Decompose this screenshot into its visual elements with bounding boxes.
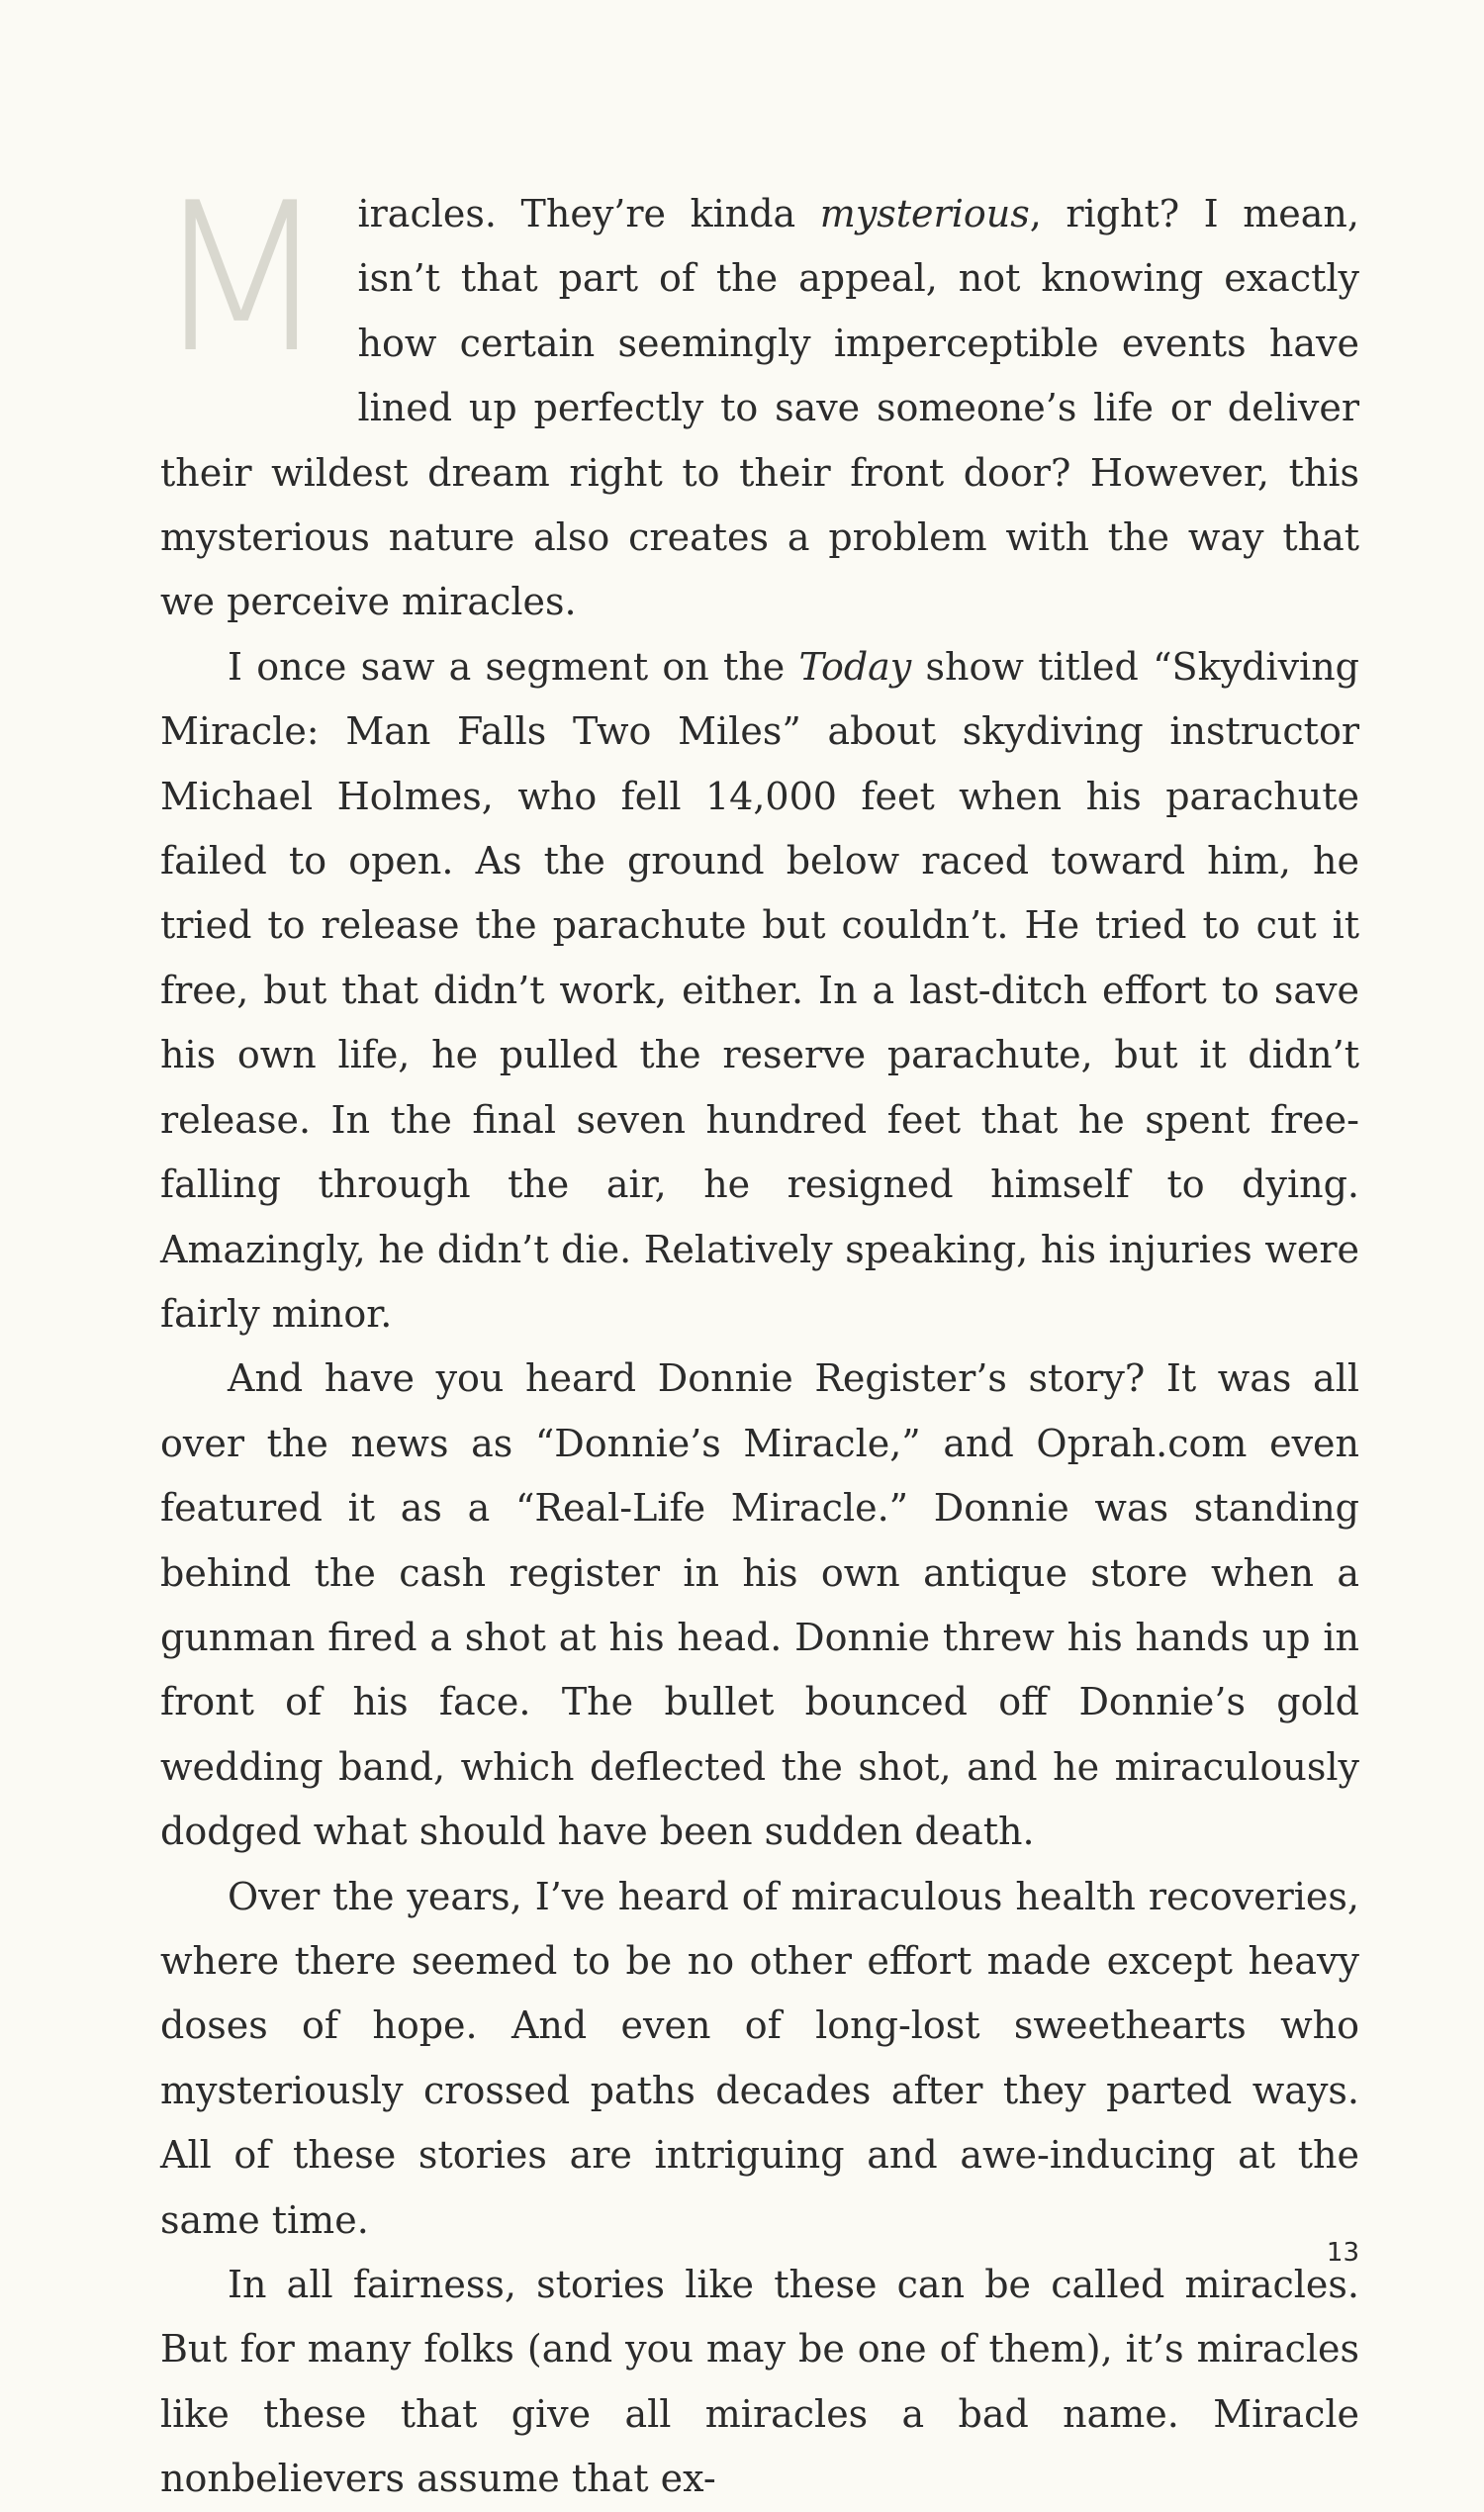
paragraph-5: In all fairness, stories like these can be called miracles. But for many folks (and you may be one of them), it’s miracles like these that give all miracles a bad name. Miracle nonbelievers assume that ex-	[160, 2263, 1359, 2501]
paragraph-3: And have you heard Donnie Register’s story? It was all over the news as “Donnie’s Miracle,” and Oprah.com even featured it as a “Real-Life Miracle.” Donnie was standing behind the cash register in his own antique store when a gunman fired a shot at his head. Donnie threw his hands up in front of his face. The bullet bounced off Donnie’s gold wedding band, which deflected the shot, and he miraculously dodged what should have been sudden death.	[160, 1356, 1359, 1854]
paragraph-4: Over the years, I’ve heard of miraculous health recoveries, where there seemed to be no other effort made except heavy doses of hope. And even of long-lost sweethearts who mysteriously crossed paths decades after they parted ways. All of these stories are intriguing and awe-inducing at the same time.	[160, 1874, 1359, 2242]
emphasis-mysterious: mysterious	[819, 192, 1030, 235]
body-text	[152, 159, 1359, 2512]
drop-cap: M	[152, 159, 330, 399]
paragraph-1	[152, 159, 1359, 635]
paragraph-2-text-c: show titled “Skydiving Miracle: Man Falls Two Miles” about skydiving instructor Michael Holmes, who fell 14,000 feet when his parachute failed to open. As the ground below raced toward him, he tried to release the parachute but couldn’t. He tried to cut it free, but that didn’t work, either. In a last-ditch effort to save his own life, he pulled the reserve parachute, but it didn’t release. In the final seven hundred feet that he spent free-falling through the air, he resigned himself to dying. Amazingly, he didn’t die. Relatively speaking, his injuries were fairly minor.	[160, 644, 1359, 1336]
paragraph-1-text-a: iracles. They’re kinda	[357, 192, 820, 235]
page-number: 13	[1326, 2238, 1359, 2268]
paragraph-2-text-a: I once saw a segment on the	[228, 644, 799, 689]
paragraph-2	[160, 635, 1359, 1347]
show-title-today: Today	[798, 644, 912, 689]
paragraph-1-text-c: , right? I mean, isn’t that part of the appeal, not knowing exactly how certain seemingly imperceptible events have lined up perfectly to save someone’s life or deliver their wildest dream right to their front door? However, this mysterious nature also creates a problem with the way that we perceive miracles.	[160, 192, 1359, 624]
